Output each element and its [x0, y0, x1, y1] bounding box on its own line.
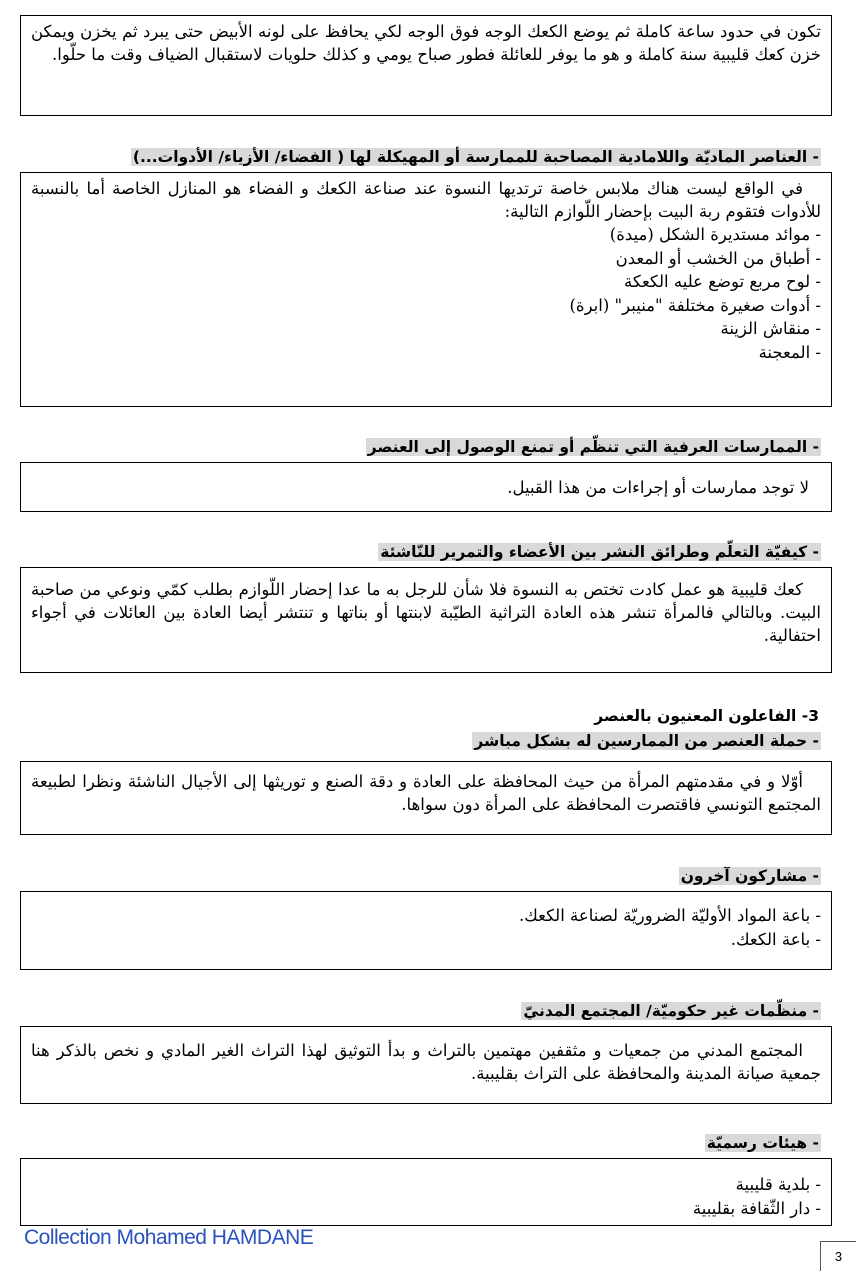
material-paragraph: في الواقع ليست هناك ملابس خاصة ترتديها النسوة عند صناعة الكعك و الفضاء هو المنازل الخاصة أما بالنسبة للأدوات فتقوم ربة البيت بإحضار اللّوازم التالية: — [31, 179, 821, 221]
list-item: - أطباق من الخشب أو المعدن — [615, 248, 821, 268]
learning-box — [20, 567, 832, 673]
others-heading: - مشاركون آخرون — [680, 867, 819, 885]
actors-title: 3- الفاعلون المعنيون بالعنصر — [594, 707, 819, 725]
intro-box — [20, 15, 832, 116]
actors-text: أوّلا و في مقدمتهم المرأة من حيث المحافظة على العادة و دقة الصنع و توريثها إلى الأجيال الناشئة ونظرا لطبيعة المجتمع التونسي فاقتصرت المحافظة على المرأة دون سواها. — [31, 772, 821, 814]
tools-list — [31, 223, 821, 364]
customary-text: لا توجد ممارسات أو إجراءات من هذا القبيل. — [507, 478, 809, 497]
others-box — [20, 891, 832, 970]
list-item: - المعجنة — [758, 342, 821, 362]
list-item: - لوح مربع توضع عليه الكعكة — [623, 272, 821, 291]
material-heading: - العناصر الماديّة واللامادية المصاحبة للممارسة أو المهيكلة لها ( الفضاء/ الأزياء/ الأدوات...) — [132, 148, 819, 166]
actors-heading: - حملة العنصر من الممارسين له بشكل مباشر — [474, 732, 819, 750]
learning-heading: - كيفيّة التعلّم وطرائق النشر بين الأعضاء والتمرير للنّاشئة — [380, 543, 819, 561]
customary-box — [20, 462, 832, 512]
customary-heading: - الممارسات العرفية التي تنظّم أو تمنع الوصول إلى العنصر — [367, 438, 819, 456]
list-item: - باعة الكعك. — [730, 929, 821, 949]
actors-box — [20, 761, 832, 835]
ngo-text: المجتمع المدني من جمعيات و مثقفين مهتمين بالتراث و بدأ التوثيق لهذا التراث الغير المادي و نخص بالذكر هنا جمعية صيانة المدينة والمحافظة على التراث بقليبية. — [31, 1041, 821, 1083]
collection-credit: Collection Mohamed HAMDANE — [24, 1226, 314, 1249]
ngo-box — [20, 1026, 832, 1104]
official-box — [20, 1158, 832, 1226]
list-item: - باعة المواد الأوليّة الضروريّة لصناعة الكعك. — [518, 906, 821, 925]
others-list — [31, 904, 821, 951]
list-item: - موائد مستديرة الشكل (ميدة) — [609, 225, 821, 244]
material-box — [20, 172, 832, 407]
intro-text: تكون في حدود ساعة كاملة ثم يوضع الكعك الوجه فوق الوجه لكي يحافظ على لونه الأبيض حتى يبرد ثم يخزن ويمكن خزن كعك قليبية سنة كاملة و هو ما يوفر للعائلة فطور صباح يومي و كذلك حلويات لاستقبال الضياف وقت ما حلّوا. — [31, 22, 821, 64]
official-heading: - هيئات رسميّة — [706, 1134, 819, 1152]
list-item: - أدوات صغيرة مختلفة "منيبر" (ابرة) — [569, 295, 821, 315]
ngo-heading: - منظّمات غير حكوميّة/ المجتمع المدنيّ — [523, 1002, 819, 1020]
list-item: - بلدية قليبية — [735, 1175, 821, 1194]
page-number: 3 — [820, 1241, 856, 1271]
list-item: - دار الثّقافة بقليبية — [692, 1198, 821, 1218]
learning-text: كعك قليبية هو عمل كادت تختص به النسوة فلا شأن للرجل به ما عدا إحضار اللّوازم بطلب كمّي ونوعي من صاحبة البيت. وبالتالي فالمرأة تنشر هذه العادة التراثية الطيّبة لابنتها أو بناتها و تنتشر أيضا العادة بين العائلات في أجواء احتفالية. — [31, 580, 821, 645]
list-item: - منقاش الزينة — [720, 319, 821, 338]
official-list — [31, 1173, 821, 1220]
